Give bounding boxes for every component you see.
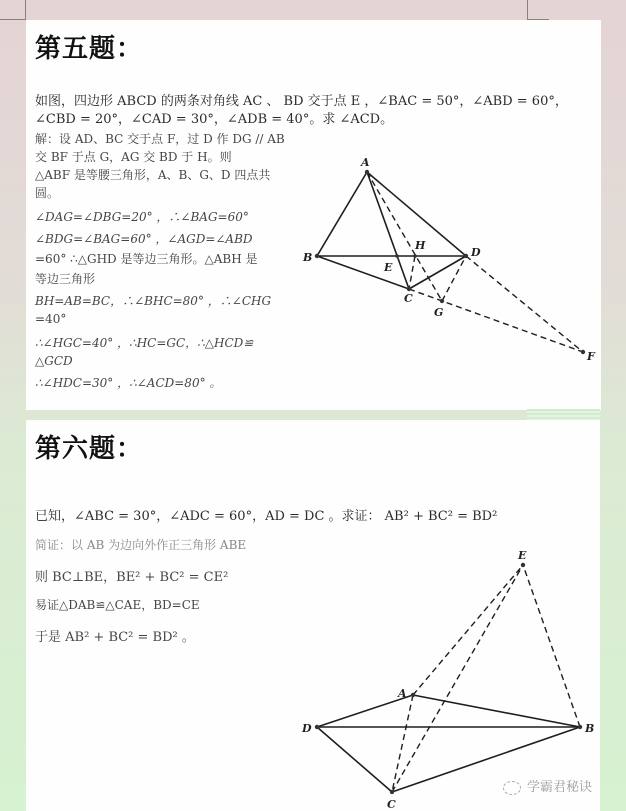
point-label: B [303,251,313,264]
figure-problem-5-labels [302,156,596,363]
point-label: B [585,722,595,735]
solution-line: 交 BF 于点 G，AG 交 BD 于 H。则 [35,150,232,164]
solution-line: =40° [35,312,67,326]
watermark [503,776,592,795]
problem-5-title: 第五题： [35,34,144,64]
point-label: E [518,549,527,562]
point-label: D [471,246,481,259]
figure-problem-5 [315,170,585,354]
proof-line: 则 BC⊥BE，BE² + BC² = CE² [35,570,229,585]
solution-line: ∠BDG=∠BAG=60° ，∠AGD=∠ABD [35,232,253,246]
wechat-icon [503,781,521,795]
problem-5-statement-line: ∠CBD = 20°，∠CAD = 30°，∠ADB = 40°。求 ∠ACD。 [35,112,394,127]
watermark-text: 学霸君秘诀 [527,780,593,795]
point-label: G [434,306,444,319]
solution-line: △GCD [35,354,73,368]
point-label: C [387,798,396,811]
solution-line: 等边三角形 [35,272,96,286]
proof-line: 简证：以 AB 为边向外作正三角形 ABE [35,538,247,552]
proof-line: 于是 AB² + BC² = BD² 。 [35,630,195,645]
point-label: C [404,292,413,305]
proof-line: 易证△DAB≌△CAE，BD=CE [35,598,200,612]
point-label: F [587,350,595,363]
point-label: D [302,722,312,735]
point-label: A [398,687,407,700]
point-label: H [415,239,426,252]
solution-line: ∴∠HDC=30° ，∴∠ACD=80° 。 [35,376,222,390]
figure-problem-6 [315,563,582,794]
problem-6-title: 第六题： [35,434,144,464]
problem-6-statement: 已知，∠ABC = 30°，∠ADC = 60°，AD = DC 。求证： AB² + BC² = BD² [35,509,498,524]
solution-line: ∠DAG=∠DBG=20° ，∴∠BAG=60° [35,210,249,224]
solution-line: =60° ∴△GHD 是等边三角形。△ABH 是 [35,252,258,266]
problem-5-statement-line: 如图，四边形 ABCD 的两条对角线 AC 、 BD 交于点 E ，∠BAC = 50°，∠ABD = 60°， [35,94,568,109]
point-label: A [361,156,370,169]
solution-line: △ABF 是等腰三角形，A、B、G、D 四点共 [35,168,271,182]
solution-line: BH=AB=BC，∴∠BHC=80° ，∴∠CHG [35,294,272,308]
figure-problem-6-labels [301,549,594,811]
point-label: E [384,261,393,274]
solution-line: 圆。 [35,186,60,200]
solution-line: ∴∠HGC=40° ，∴HC=GC，∴△HCD≌ [35,336,254,350]
solution-line: 解：设 AD、BC 交于点 F，过 D 作 DG // AB [35,132,285,146]
